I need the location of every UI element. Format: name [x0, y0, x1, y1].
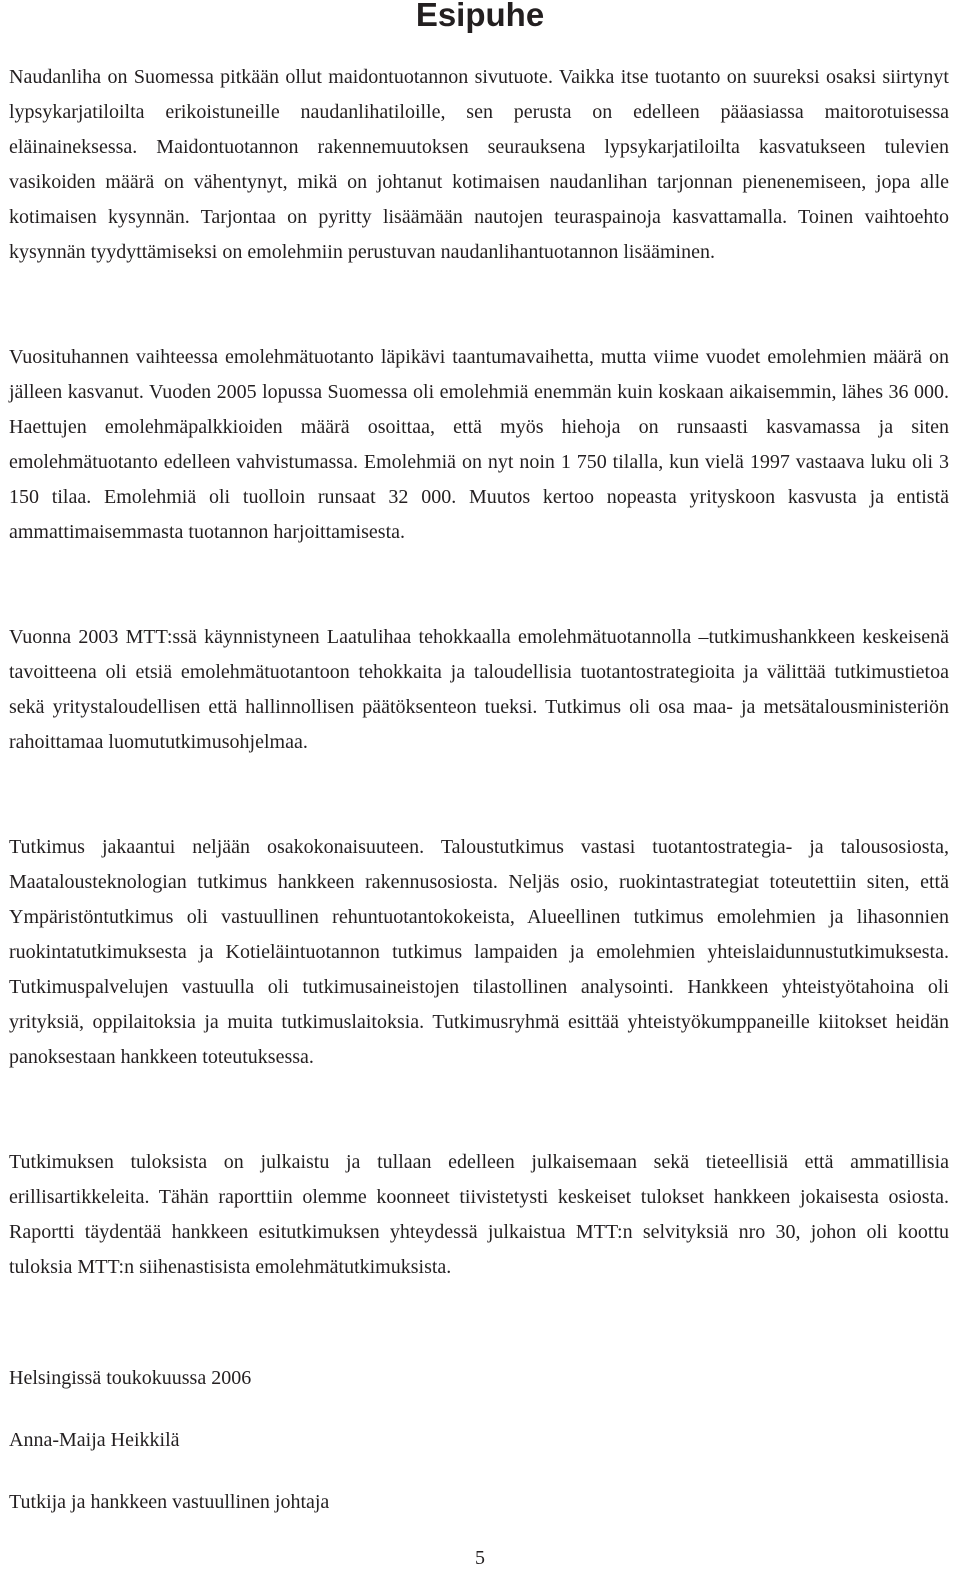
signature-name: Anna-Maija Heikkilä [9, 1429, 180, 1451]
paragraph-project-goal: Vuonna 2003 MTT:ssä käynnistyneen Laatulihaa tehokkaalla emolehmätuotannolla –tutkimushankkeen keskeisenä tavoitteena oli etsiä emolehmätuotantoon tehokkaita ja taloudellisia tuotantostrategioita ja välittää tutkimustietoa sekä yritystaloudellisen että hallinnollisen päätöksenteon tueksi. Tutkimus oli osa maa- ja metsätalousministeriön rahoittamaa luomututkimusohjelmaa. [9, 626, 949, 753]
page-number: 5 [475, 1547, 485, 1569]
paragraph-results: Tutkimuksen tuloksista on julkaistu ja tullaan edelleen julkaisemaan sekä tieteellisiä että ammatillisia erillisartikkeleita. Tähän raporttiin olemme koonneet tiivistetysti keskeiset tulokset hankkeen jokaisesta osiosta. Raportti täydentää hankkeen esitutkimuksen yhteydessä julkaistua MTT:n selvityksiä nro 30, johon oli koottu tuloksia MTT:n siihenastisista emolehmätutkimuksista. [9, 1151, 949, 1278]
paragraph-project-parts: Tutkimus jakaantui neljään osakokonaisuuteen. Taloustutkimus vastasi tuotantostrategia- ja talousosiosta, Maatalousteknologian tutkimus hankkeen rakennusosiosta. Neljäs osio, ruokintastrategiat toteutettiin siten, että Ympäristöntutkimus oli vastuullinen rehuntuotantokokeista, Alueellinen tutkimus emolehmien ja lihasonnien ruokintatutkimuksesta ja Kotieläintuotannon tutkimus lampaiden ja emolehmien yhteislaidunnustutkimuksesta. Tutkimuspalvelujen vastuulla oli tutkimusaineistojen tilastollinen analysointi. Hankkeen yhteistyötahoina oli yrityksiä, oppilaitoksia ja muita tutkimuslaitoksia. Tutkimusryhmä esittää yhteistyökumppaneille kiitokset heidän panoksestaan hankkeen toteutuksessa. [9, 836, 949, 1068]
paragraph-intro: Naudanliha on Suomessa pitkään ollut maidontuotannon sivutuote. Vaikka itse tuotanto on suureksi osaksi siirtynyt lypsykarjatiloilta erikoistuneille naudanlihatiloille, sen perusta on edelleen pääasiassa maitorotuisessa eläinaineksessa. Maidontuotannon rakennemuutoksen seurauksena lypsykarjatiloilta kasvatukseen tulevien vasikoiden määrä on vähentynyt, mikä on johtanut kotimaisen naudanlihan tarjonnan pienenemiseen, jopa alle kotimaisen kysynnän. Tarjontaa on pyritty lisäämään nautojen teuraspainoja kasvattamalla. Toinen vaihtoehto kysynnän tyydyttämiseksi on emolehmiin perustuvan naudanlihantuotannon lisääminen. [9, 66, 949, 263]
signature-role: Tutkija ja hankkeen vastuullinen johtaja [9, 1491, 330, 1513]
paragraph-suckler-cows: Vuosituhannen vaihteessa emolehmätuotanto läpikävi taantumavaihetta, mutta viime vuodet emolehmien määrä on jälleen kasvanut. Vuoden 2005 lopussa Suomessa oli emolehmiä enemmän kuin koskaan aikaisemmin, lähes 36 000. Haettujen emolehmäpalkkioiden määrä osoittaa, että myös hiehoja on runsaasti kasvamassa ja siten emolehmätuotanto edelleen vahvistumassa. Emolehmiä on nyt noin 1 750 tilalla, kun vielä 1997 vastaava luku oli 3 150 tilaa. Emolehmiä oli tuolloin runsaat 32 000. Muutos kertoo nopeasta yrityskoon kasvusta ja entistä ammattimaisemmasta tuotannon harjoittamisesta. [9, 346, 949, 543]
signature-place-date: Helsingissä toukokuussa 2006 [9, 1367, 252, 1389]
page-title: Esipuhe [415, 0, 545, 33]
